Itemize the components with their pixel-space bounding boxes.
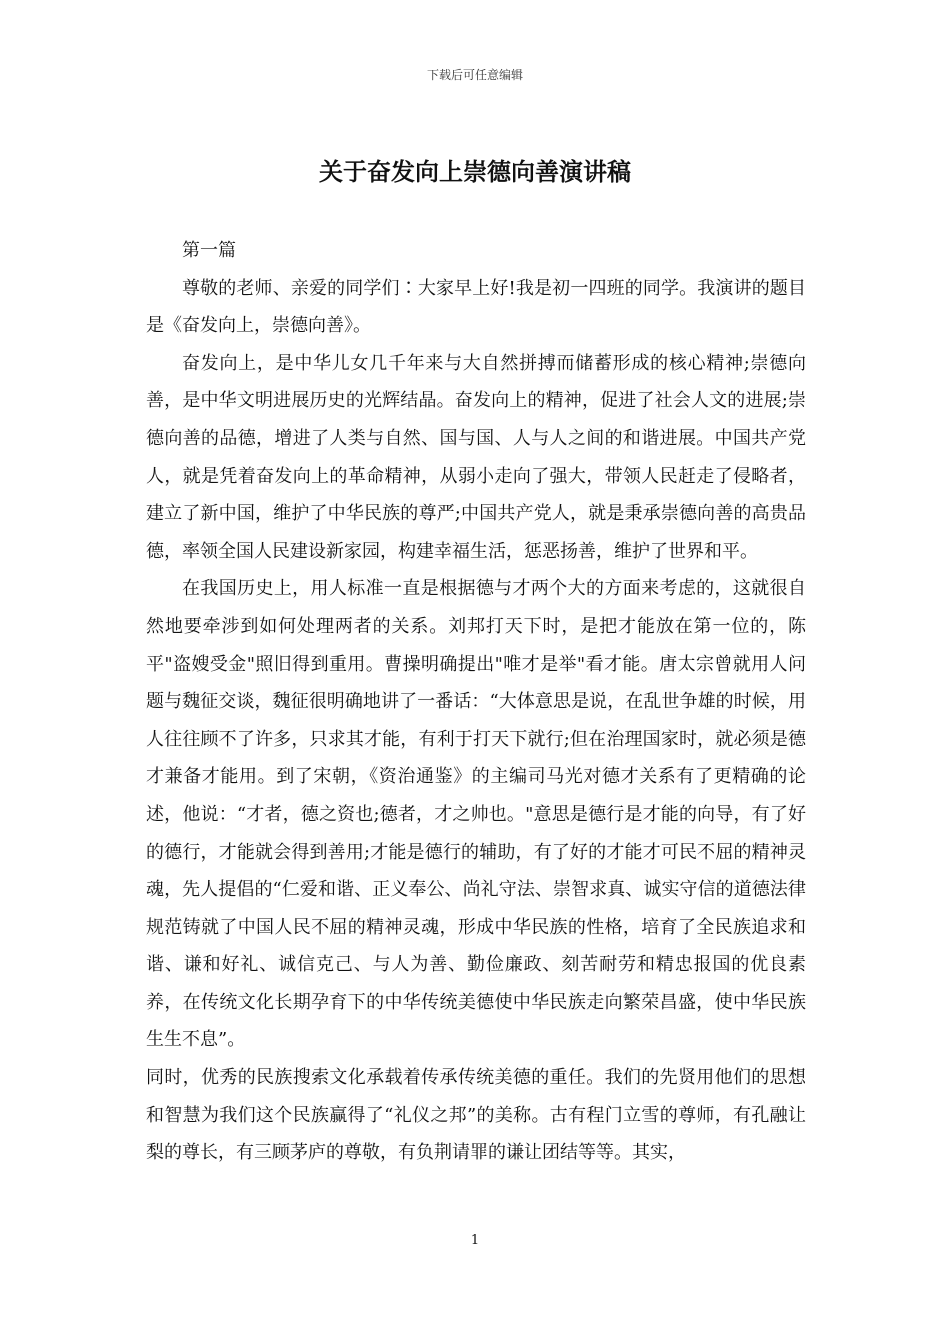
document-title: 关于奋发向上崇德向善演讲稿 (319, 158, 631, 186)
document-body (146, 232, 806, 1172)
header-note: 下载后可任意编辑 (426, 68, 523, 82)
paragraph-4: 同时，优秀的民族搜索文化承载着传承传统美德的重任。我们的先贤用他们的思想和智慧为我们这个民族赢得了“礼仪之邦”的美称。古有程门立雪的尊师，有孔融让梨的尊长，有三顾茅庐的尊敬，有负荆请罪的谦让团结等等。其实， (146, 1067, 806, 1164)
section-label: 第一篇 (182, 240, 236, 261)
paragraph-2: 奋发向上，是中华儿女几千年来与大自然拼搏而储蓄形成的核心精神;崇德向善，是中华文明进展历史的光辉结晶。奋发向上的精神，促进了社会人文的进展;崇德向善的品德，增进了人类与自然、国与国、人与人之间的和谐进展。中国共产党人，就是凭着奋发向上的革命精神，从弱小走向了强大，带领人民赶走了侵略者，建立了新中国，维护了中华民族的尊严;中国共产党人，就是秉承崇德向善的高贵品德，率领全国人民建设新家园，构建幸福生活，惩恶扬善，维护了世界和平。 (146, 352, 806, 562)
paragraph-1: 尊敬的老师、亲爱的同学们∶大家早上好!我是初一四班的同学。我演讲的题目是《奋发向上，崇德向善》。 (146, 277, 806, 337)
paragraph-3: 在我国历史上，用人标准一直是根据德与才两个大的方面来考虑的，这就很自然地要牵涉到如何处理两者的关系。刘邦打天下时，是把才能放在第一位的，陈平"盗嫂受金"照旧得到重用。曹操明确提出"唯才是举"看才能。唐太宗曾就用人问题与魏征交谈，魏征很明确地讲了一番话：“大体意思是说，在乱世争雄的时候，用人往往顾不了许多，只求其才能，有利于打天下就行;但在治理国家时，就必须是德才兼备才能用。到了宋朝，《资治通鉴》的主编司马光对德才关系有了更精确的论述，他说：“才者，德之资也;德者，才之帅也。"意思是德行是才能的向导，有了好的德行，才能就会得到善用;才能是德行的辅助，有了好的才能才可民不屈的精神灵魂，先人提倡的“仁爱和谐、正义奉公、尚礼守法、崇智求真、诚实守信的道德法律规范铸就了中国人民不屈的精神灵魂，形成中华民族的性格，培育了全民族追求和谐、谦和好礼、诚信克己、与人为善、勤俭廉政、刻苦耐劳和精忠报国的优良素养，在传统文化长期孕育下的中华传统美德使中华民族走向繁荣昌盛，使中华民族生生不息”。 (146, 578, 806, 1051)
page-number: 1 (470, 1233, 480, 1248)
